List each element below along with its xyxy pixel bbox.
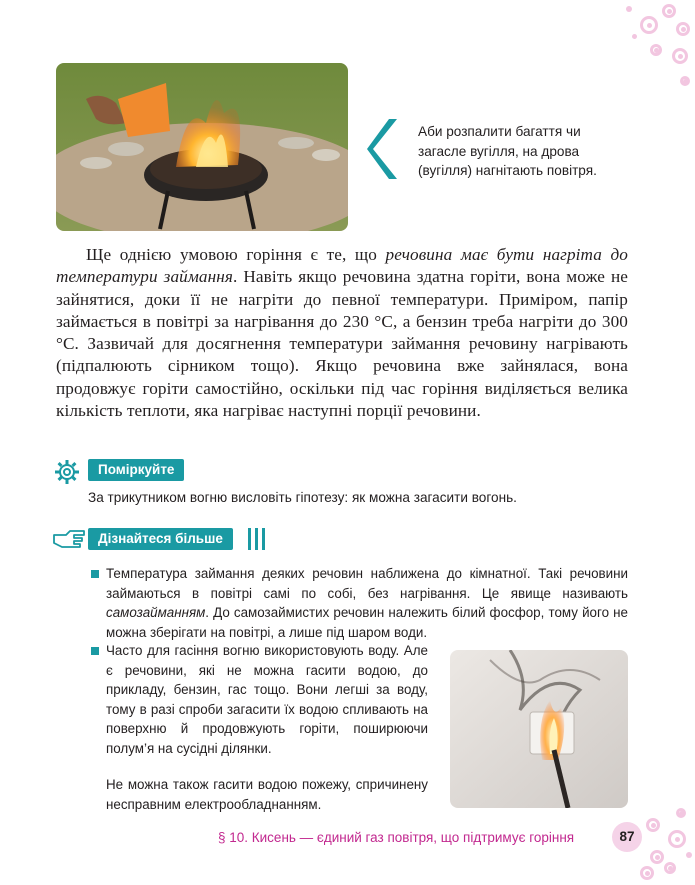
- chapter-title: § 10. Кисень — єдиний газ повітря, що підтримує горіння: [218, 830, 575, 845]
- decor-dot: [640, 866, 654, 880]
- decor-dot: [626, 6, 632, 12]
- bullet-marker: [91, 570, 99, 578]
- decor-dot: [664, 862, 676, 874]
- learn-more-label: Дізнайтеся більше: [88, 528, 233, 550]
- decor-dot: [662, 4, 676, 18]
- pointing-hand-icon: [52, 527, 86, 549]
- learn-more-item-2: Часто для гасіння вогню використовують воду. Але є речовини, які не можна гасити водою, до прикладу, бензин, гас тощо. Вони легші за воду, тому в разі спроби загасити їх водою спливають на поверхню й продовжують горіти, поширюючи полум’я на сусідні ділянки.: [106, 643, 428, 756]
- decor-dot: [680, 76, 690, 86]
- decor-dot: [632, 34, 637, 39]
- learn-more-item-2-extra: Не можна також гасити водою пожежу, спричинену несправним електрообладнанням.: [106, 777, 428, 812]
- fire-pit-photo: [56, 63, 348, 231]
- decor-dot: [676, 808, 686, 818]
- learn-more-item-1: Температура займання деяких речовин наближена до кімнатної. Такі речовини займаються в повітрі самі по собі, без нагрівання. Це явище називають самозайманням. До самозаймистих речовин належить білий фосфор, тому його не можна зберігати на повітрі, а лише під шаром води.: [106, 566, 628, 640]
- decor-dot: [672, 48, 688, 64]
- decor-dot: [646, 818, 660, 832]
- decor-dot: [650, 44, 662, 56]
- think-task: За трикутником вогню висловіть гіпотезу: як можна загасити вогонь.: [88, 490, 517, 505]
- bullet-marker: [91, 647, 99, 655]
- page-number: 87: [612, 822, 642, 852]
- decor-dot: [676, 22, 690, 36]
- decor-dot: [650, 850, 664, 864]
- think-label: Поміркуйте: [88, 459, 184, 481]
- decor-dot: [668, 830, 686, 848]
- chevron-left-icon: [367, 117, 401, 181]
- decor-dot: [640, 16, 658, 34]
- main-paragraph: Ще однією умовою горіння є те, що речовина має бути нагріта до температури займання. Навіть якщо речовина здатна горіти, вона може не зайнятися, доки її не нагріти до певної температури. Приміром, папір займається в повітрі за нагрівання до 230 °С, а бензин треба нагріти до 300 °С. Зазвичай для досягнення температури займання речовину нагрівають (підпалюють сірником тощо). Якщо речовина вже зайнялася, вона продовжує горіти самостійно, оскільки під час горіння виділяється велика кількість теплоти, яка нагріває наступні порції речовини.: [56, 245, 629, 421]
- burning-socket-photo: [450, 650, 628, 808]
- label-stripes: [246, 528, 270, 550]
- decor-dot: [686, 852, 692, 858]
- photo-caption: Аби розпалити багаття чи загасле вугілля, на дрова (вугілля) нагнітають повітря.: [418, 124, 597, 178]
- gear-icon: [54, 459, 80, 485]
